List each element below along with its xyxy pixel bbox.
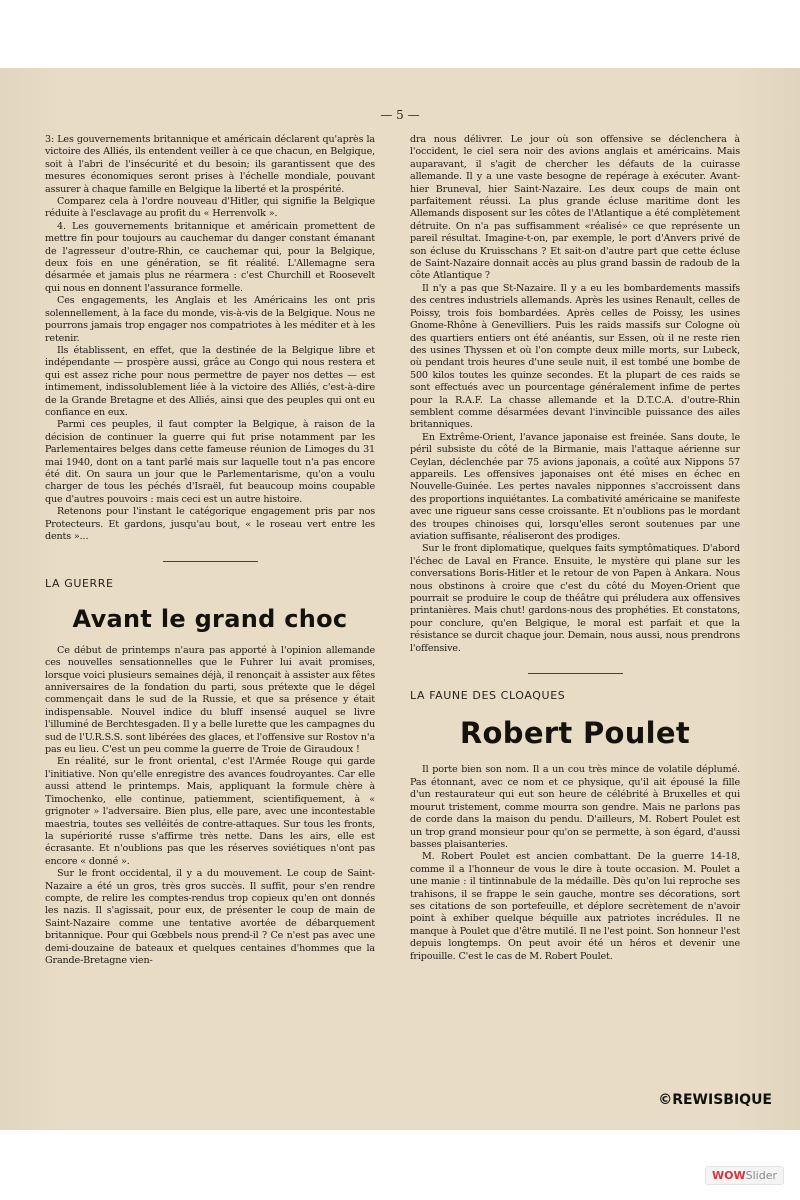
page-number: — 5 — bbox=[380, 108, 420, 122]
article-headline: Avant le grand choc bbox=[72, 604, 348, 633]
paragraph: Sur le front diplomatique, quelques faits symptômatiques. D'abord l'échec de Laval en France. Ensuite, le mystère qui plane sur les conversations Boris-Hitler et le retour de von Papen à Ankara. Nous nous obstinons à croire que c'est du côté du Moyen-Orient que pourrait se produire le coup de théâtre qui préludera aux offensives printanières. Mais chut! gardons-nous des prophéties. Et constatons, pour conclure, qu'en Belgique, le moral est parfait et que la résistance se durcit chaque jour. Demain, nous aussi, nous prendrons l'offensive. bbox=[410, 543, 740, 654]
slider-badge[interactable] bbox=[705, 1166, 784, 1185]
article-continued bbox=[410, 134, 740, 655]
paragraph: 3: Les gouvernements britannique et américain déclarent qu'après la victoire des Alliés, ils entendent veiller à ce que chacun, en Belgique, soit à l'abri de l'insécurité et du besoin; ils garantissent que des mesures économiques seront prises à l'échelle mondiale, pouvant assurer à chaque famille en Belgique la liberté et la prospérité. bbox=[45, 134, 375, 195]
paragraph: Ce début de printemps n'aura pas apporté à l'opinion allemande ces nouvelles sensationnelles que le Fuhrer lui avait promises, lorsque voici plusieurs semaines déjà, il renonçait à assister aux fêtes anniversaires de la fondation du parti, sous prétexte que le dégel commençait dans le sud de la Russie, et que sa présence y était indispensable. Nouvel indice du bluff insensé auquel se livre l'illuminé de Berchtesgaden. Il y a belle lurette que les campagnes du sud de l'U.R.S.S. sont libérées des glaces, et l'offensive sur Rostov n'a pas eu lieu. C'est un peu comme la guerre de Troie de Giraudoux ! bbox=[45, 644, 375, 756]
paragraph: Ils établissent, en effet, que la destinée de la Belgique libre et indépendante — prospère aussi, grâce au Congo qui nous restera et qui est assez riche pour nous permettre de payer nos dettes — est intimement, indissolublement liée à la victoire des Alliés, c'est-à-dire de la Grande Bretagne et des Alliés, ainsi que des peuples qui ont eu confiance en eux. bbox=[45, 344, 375, 418]
slider-badge-suffix: Slider bbox=[745, 1169, 777, 1182]
article-body bbox=[410, 764, 740, 963]
paragraph: 4. Les gouvernements britannique et américain promettent de mettre fin pour toujours au cauchemar du danger constant émanant de l'agresseur d'outre-Rhin, ce cauchemar qui, pour la Belgique, deux fois en une génération, se fit réalité. L'Allemagne sera désarmée et jamais plus ne réarmera : c'est Churchill et Roosevelt qui nous en donnent l'assurance formelle. bbox=[45, 220, 375, 294]
intro-text bbox=[45, 134, 375, 543]
copyright-watermark: ©REWISBIQUE bbox=[658, 1092, 772, 1108]
article-body bbox=[45, 645, 375, 968]
newspaper-page bbox=[0, 68, 800, 1130]
section-label: LA GUERRE bbox=[45, 577, 114, 591]
divider bbox=[528, 673, 623, 674]
paragraph: Parmi ces peuples, il faut compter la Belgique, à raison de la décision de continuer la guerre qui fut prise notamment par les Parlementaires belges dans cette fameuse réunion de Limoges du 31 mai 1940, dont on a tant parlé mais sur laquelle tout n'a pas encore été dit. On saura un jour que le Parlementarisme, qu'on a voulu charger de tous les péchés d'Israël, fut beaucoup moins coupable que d'autres pouvoirs : mais ceci est un autre histoire. bbox=[45, 419, 375, 505]
paragraph: Il n'y a pas que St-Nazaire. Il y a eu les bombardements massifs des centres industriels allemands. Après les usines Renault, celles de Poissy, trois fois bombardées. Après celles de Poissy, les usines Gnome-Rhône à Genevilliers. Puis les raids massifs sur Cologne où des quartiers entiers ont été anéantis, sur Essen, où il ne reste rien des usines Thyssen et où l'on compte deux mille morts, sur Lubeck, où pendant trois heures d'une seule nuit, il est tombé une bombe de 500 kilos toutes les quinze secondes. Et la plupart de ces raids se sont effectués avec un pourcentage généralement infime de pertes pour la R.A.F. La chasse allemande et la D.T.C.A. d'outre-Rhin semblent comme désarmées devant l'invincible puissance des ailes britanniques. bbox=[410, 282, 740, 431]
paragraph: dra nous délivrer. Le jour où son offensive se déclenchera à l'occident, le ciel sera noir des avions anglais et américains. Mais auparavant, il s'agit de chercher les défauts de la cuirasse allemande. Il y a une vaste besogne de repérage à exécuter. Avant-hier Bruneval, hier Saint-Nazaire. Les deux coups de main ont parfaitement réussi. La plus grande écluse maritime dont les Allemands disposent sur les côtes de l'Atlantique a été complètement détruite. On n'a pas suffisamment «réalisé» ce que représente un pareil résultat. Imagine-t-on, par exemple, le port d'Anvers privé de son écluse du Kruisschans ? Et sait-on d'autre part que cette écluse de Saint-Nazaire donnait accès au plus grand bassin de radoub de la côte Atlantique ? bbox=[410, 134, 740, 282]
paragraph: En réalité, sur le front oriental, c'est l'Armée Rouge qui garde l'initiative. Non qu'elle enregistre des avances foudroyantes. Car elle aussi attend le printemps. Mais, appliquant la formule chère à Timochenko, elle continue, patiemment, scientifiquement, à « grignoter » l'adversaire. Bien plus, elle pare, avec une incontestable maestria, toutes ses velléités de contre-attaques. Sur tous les fronts, la supériorité russe s'affirme très nette. Dans les airs, elle est écrasante. Et n'oublions pas que les réserves soviétiques n'ont pas encore « donné ». bbox=[45, 756, 375, 867]
paragraph: Sur le front occidental, il y a du mouvement. Le coup de Saint-Nazaire a été un gros, très gros succès. Il suffit, pour s'en rendre compte, de relire les comptes-rendus trop copieux qu'en ont donnés les nazis. Il s'agissait, pour eux, de présenter le coup de main de Saint-Nazaire comme une tentative avortée de débarquement britannique. Pour qui Gœbbels nous prend-il ? Ce n'est pas avec une demi-douzaine de bateaux et quelques centaines d'hommes que la Grande-Bretagne vien- bbox=[45, 868, 375, 966]
paragraph: Retenons pour l'instant le catégorique engagement pris par nos Protecteurs. Et gardons, jusqu'au bout, « le roseau vert entre les dents »... bbox=[45, 506, 375, 542]
paragraph: Ces engagements, les Anglais et les Américains les ont pris solennellement, à la face du monde, vis-à-vis de la Belgique. Nous ne pourrons jamais trop engager nos compatriotes à les méditer et à les retenir. bbox=[45, 295, 375, 344]
right-column bbox=[410, 134, 740, 963]
section-label: LA FAUNE DES CLOAQUES bbox=[410, 689, 566, 703]
paragraph: En Extrême-Orient, l'avance japonaise est freinée. Sans doute, le péril subsiste du côté de la Birmanie, mais l'attaque aérienne sur Ceylan, déclenchée par 75 avions japonais, a coûté aux Nippons 57 appareils. Les offensives japonaises ont été mises en échec en Nouvelle-Guinée. Les pertes navales nipponnes s'accroissent dans des proportions inquiétantes. La combativité américaine se manifeste avec une rigueur sans cesse croissante. Et n'oublions pas le mordant des troupes chinoises qui, lorsqu'elles seront soutenues par une aviation suffisante, réaliseront des prodiges. bbox=[410, 431, 740, 542]
slider-badge-prefix: WOW bbox=[712, 1169, 746, 1182]
article-headline: Robert Poulet bbox=[459, 716, 691, 751]
paragraph: Il porte bien son nom. Il a un cou très mince de volatile déplumé. Pas étonnant, avec ce nom et ce physique, qu'il ait épousé la fille d'un restaurateur qui eut son heure de célébrité à Bruxelles et qui mourut tristement, comme mourra son gendre. Mais ne parlons pas de corde dans la maison du pendu. D'ailleurs, M. Robert Poulet est un trop grand monsieur pour qu'on se permette, à son égard, d'aussi basses plaisanteries. bbox=[410, 764, 740, 850]
paragraph: Comparez cela à l'ordre nouveau d'Hitler, qui signifie la Belgique réduite à l'esclavage au profit du « Herrenvolk ». bbox=[45, 196, 375, 220]
divider bbox=[163, 561, 258, 562]
paragraph: M. Robert Poulet est ancien combattant. De la guerre 14-18, comme il a l'honneur de vous le dire à toute occasion. M. Poulet a une manie : il tintinnabule de la médaille. Dès qu'on lui reproche ses trahisons, il se frappe le sein gauche, montre ses décorations, sort ses citations de son portefeuille, et déplore secrètement de n'avoir point à exhiber quelque béquille aux patriotes incrédules. Il ne manque à Poulet que d'être mutilé. Il ne l'est point. Son honneur l'est depuis longtemps. On peut avoir été un héros et devenir une fripouille. C'est le cas de M. Robert Poulet. bbox=[410, 851, 740, 962]
left-column bbox=[45, 134, 375, 967]
